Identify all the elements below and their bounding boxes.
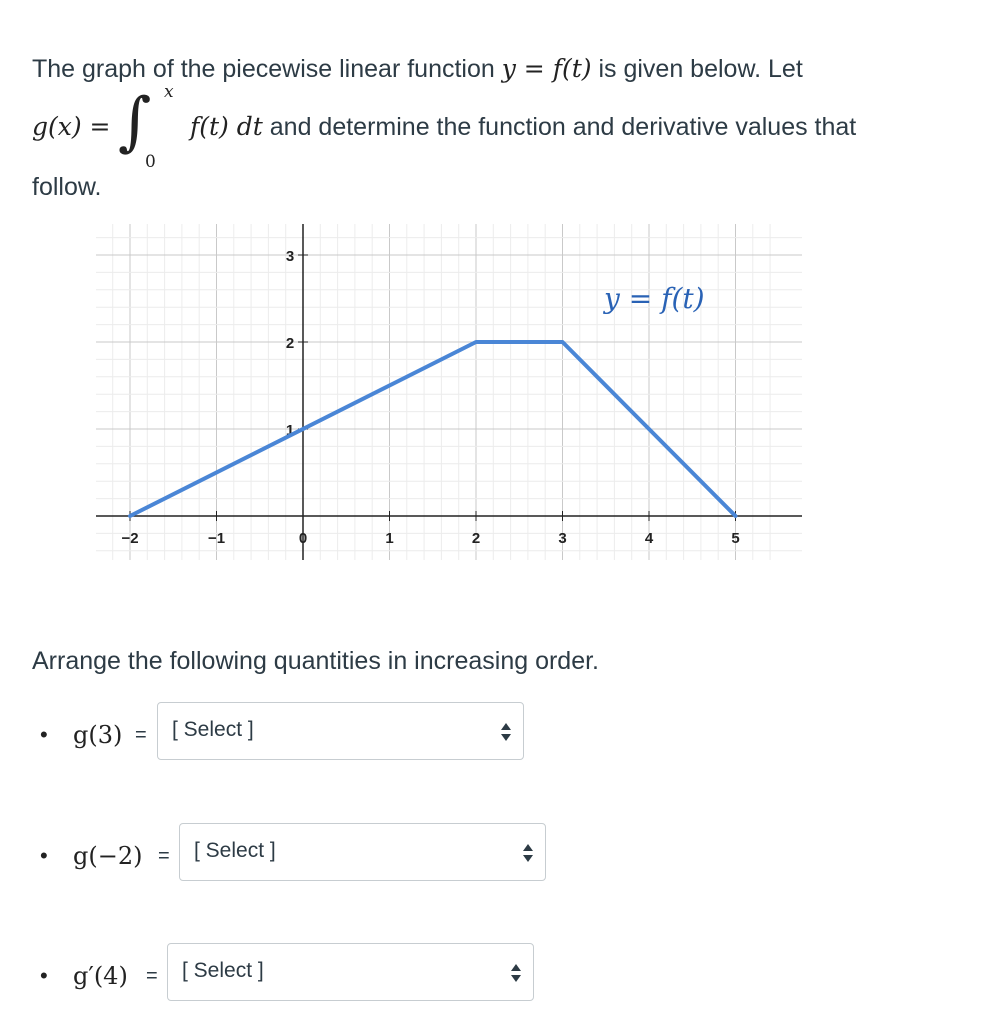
intro-text-2: and determine the function and derivative values that [269, 113, 857, 141]
select-arrows-icon [511, 962, 521, 984]
x-tick-label: 0 [298, 530, 308, 547]
equals-sign: = [146, 965, 158, 987]
select-value: [ Select ] [172, 718, 254, 741]
intro-text-end: is given below. Let [598, 55, 803, 83]
integral-lower-limit: 0 [145, 152, 156, 172]
bullet: • [40, 963, 48, 988]
bullet: • [40, 722, 48, 747]
graph-annotation: y = f(t) [604, 282, 705, 315]
x-tick-label: 4 [644, 530, 654, 547]
graph-grid [96, 224, 802, 560]
question-label-g3: g(3) [73, 721, 123, 749]
intro-line-1 [32, 54, 803, 84]
equals-sign: = [135, 724, 147, 746]
select-g-neg2[interactable] [179, 823, 546, 881]
select-arrows-icon [501, 721, 511, 743]
select-value: [ Select ] [194, 839, 276, 862]
bullet: • [40, 843, 48, 868]
intro-line-2-rest [190, 112, 856, 142]
x-tick-label: 5 [731, 530, 740, 547]
graph-axes [96, 224, 802, 560]
instruction-text: Arrange the following quantities in increasing order. [32, 647, 600, 675]
function-notation: y = f(t) [501, 54, 592, 83]
x-tick-label: 3 [558, 530, 567, 547]
select-value: [ Select ] [182, 959, 264, 982]
graph [96, 224, 802, 560]
integral-sign: ∫ [118, 85, 152, 159]
y-tick-label: 2 [285, 335, 295, 352]
equals-sign: = [158, 845, 170, 867]
question-label-gprime4: g′(4) [73, 962, 128, 990]
select-g3[interactable] [157, 702, 524, 760]
intro-line-3: follow. [32, 173, 102, 201]
x-tick-label: −2 [121, 530, 139, 547]
intro-line-2 [32, 112, 111, 142]
y-tick-label: 1 [285, 422, 295, 439]
g-definition-lhs: g(x) = [32, 112, 111, 141]
x-tick-label: 1 [385, 530, 394, 547]
x-tick-label: 2 [471, 530, 481, 547]
y-tick-label: 3 [285, 248, 295, 265]
x-tick-label: −1 [207, 530, 226, 547]
select-gprime4[interactable] [167, 943, 534, 1001]
integral-upper-limit: x [164, 82, 174, 102]
select-arrows-icon [523, 842, 533, 864]
integrand: f(t) dt [190, 112, 263, 141]
intro-text: The graph of the piecewise linear function [32, 55, 495, 83]
question-label-g-neg2: g(−2) [73, 842, 143, 870]
